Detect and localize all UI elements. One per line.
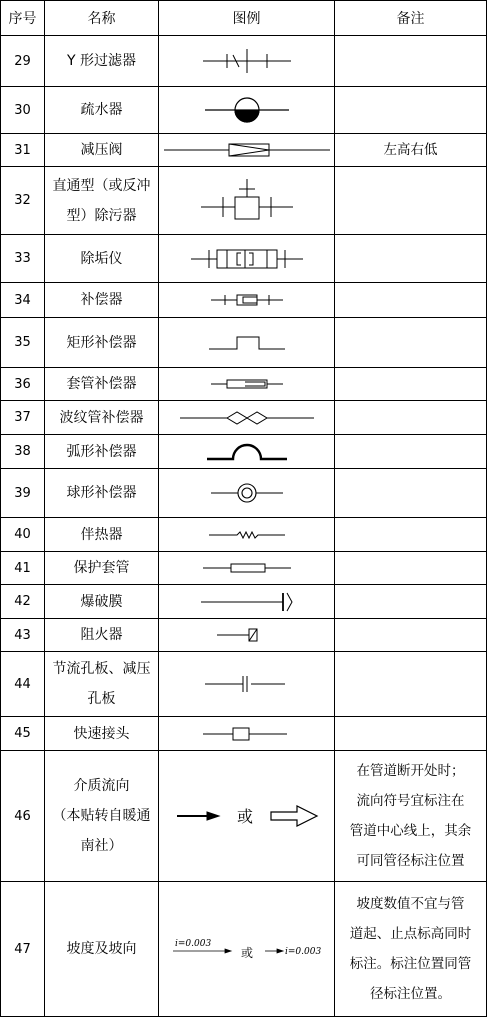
table-row [1, 619, 487, 652]
bellows-compensator-icon [172, 408, 322, 428]
row-number: 31 [1, 134, 45, 167]
row-number: 38 [1, 435, 45, 469]
header-no: 序号 [1, 1, 45, 36]
row-name: 除垢仪 [45, 235, 159, 283]
table-row [1, 652, 487, 717]
ball-compensator-icon [197, 480, 297, 506]
row-note [335, 87, 487, 134]
row-note [335, 585, 487, 619]
note-line: 坡度数值不宜与管 [356, 896, 465, 912]
row-number: 33 [1, 235, 45, 283]
row-figure [159, 717, 335, 751]
row-figure [159, 435, 335, 469]
row-name: 弧形补偿器 [45, 435, 159, 469]
row-figure [159, 585, 335, 619]
row-note [335, 469, 487, 518]
row-note [335, 283, 487, 318]
row-note [335, 882, 487, 1017]
row-name-line: 介质流向 [73, 778, 130, 794]
slope-direction-icon [167, 929, 327, 969]
row-figure [159, 401, 335, 435]
note-line: 流向符号宜标注在 [356, 793, 465, 809]
table-row [1, 87, 487, 134]
row-name: 波纹管补偿器 [45, 401, 159, 435]
table-row [1, 401, 487, 435]
row-note [335, 435, 487, 469]
table-row [1, 882, 487, 1017]
table-row [1, 469, 487, 518]
steam-trap-icon [197, 95, 297, 125]
or-label: 或 [236, 807, 253, 826]
row-number: 44 [1, 652, 45, 717]
dirt-separator-icon [197, 175, 297, 227]
row-name-line: （本贴转自暖通 [52, 808, 151, 824]
row-number: 39 [1, 469, 45, 518]
header-note: 备注 [335, 1, 487, 36]
flame-arrester-icon [197, 625, 297, 645]
row-name: 补偿器 [45, 283, 159, 318]
row-name: 矩形补偿器 [45, 318, 159, 368]
row-name: 减压阀 [45, 134, 159, 167]
row-figure [159, 619, 335, 652]
row-name: 套管补偿器 [45, 368, 159, 401]
row-name-line: 南社） [80, 838, 123, 854]
flow-direction-icon [167, 798, 327, 834]
row-number: 29 [1, 36, 45, 87]
orifice-plate-icon [197, 672, 297, 696]
heat-tracer-icon [197, 525, 297, 545]
row-number: 34 [1, 283, 45, 318]
row-name: 坡度及坡向 [45, 882, 159, 1017]
note-line: 在管道断开处时； [356, 763, 465, 779]
table-row [1, 36, 487, 87]
table-row [1, 435, 487, 469]
row-number: 35 [1, 318, 45, 368]
row-name: 保护套管 [45, 552, 159, 585]
row-name: 伴热器 [45, 518, 159, 552]
descaler-icon [187, 244, 307, 274]
compensator-icon [197, 290, 297, 310]
row-name-line: 节流孔板、减压 [52, 661, 151, 677]
row-figure [159, 87, 335, 134]
table-row [1, 751, 487, 882]
row-number: 45 [1, 717, 45, 751]
row-number: 32 [1, 167, 45, 235]
slope-label: i=0.003 [174, 939, 211, 949]
y-strainer-icon [197, 46, 297, 76]
slope-label: i=0.003 [284, 947, 321, 957]
row-name: Y 形过滤器 [45, 36, 159, 87]
row-name: 阻火器 [45, 619, 159, 652]
pressure-reducing-valve-icon [162, 140, 332, 160]
row-number: 30 [1, 87, 45, 134]
note-line: 道起、止点标高同时 [349, 926, 472, 942]
row-name [45, 652, 159, 717]
note-line: 可同管径标注位置 [356, 853, 465, 869]
row-note [335, 619, 487, 652]
row-figure [159, 469, 335, 518]
row-number: 41 [1, 552, 45, 585]
header-row [1, 1, 487, 36]
arc-compensator-icon [197, 440, 297, 464]
header-name: 名称 [45, 1, 159, 36]
table-row [1, 235, 487, 283]
row-figure [159, 368, 335, 401]
row-note [335, 401, 487, 435]
row-figure [159, 518, 335, 552]
row-note [335, 235, 487, 283]
row-name: 快速接头 [45, 717, 159, 751]
row-name: 疏水器 [45, 87, 159, 134]
table-row [1, 134, 487, 167]
row-figure [159, 134, 335, 167]
row-number: 42 [1, 585, 45, 619]
table-row [1, 283, 487, 318]
row-name-line: 直通型（或反冲 [52, 177, 151, 194]
row-name [45, 751, 159, 882]
row-note [335, 751, 487, 882]
quick-coupling-icon [197, 724, 297, 744]
note-line: 径标注位置。 [370, 986, 451, 1002]
row-note [335, 36, 487, 87]
protective-sleeve-icon [197, 558, 297, 578]
row-note [335, 717, 487, 751]
row-number: 43 [1, 619, 45, 652]
row-note [335, 167, 487, 235]
row-figure [159, 167, 335, 235]
row-name-line: 型）除污器 [66, 207, 137, 224]
table-row [1, 717, 487, 751]
row-name: 球形补偿器 [45, 469, 159, 518]
rectangular-compensator-icon [197, 331, 297, 355]
row-figure [159, 751, 335, 882]
header-figure: 图例 [159, 1, 335, 36]
row-note: 左高右低 [335, 134, 487, 167]
sleeve-compensator-icon [197, 374, 297, 394]
row-note [335, 318, 487, 368]
row-number: 37 [1, 401, 45, 435]
row-note [335, 368, 487, 401]
row-name: 爆破膜 [45, 585, 159, 619]
row-note [335, 652, 487, 717]
row-figure [159, 552, 335, 585]
row-name-line: 孔板 [87, 691, 116, 707]
table-row [1, 318, 487, 368]
row-number: 47 [1, 882, 45, 1017]
row-name [45, 167, 159, 235]
row-note [335, 518, 487, 552]
table-row [1, 167, 487, 235]
table-row [1, 518, 487, 552]
row-number: 40 [1, 518, 45, 552]
row-figure [159, 318, 335, 368]
note-line: 标注。标注位置同管 [349, 956, 472, 972]
table-row [1, 552, 487, 585]
table-row [1, 585, 487, 619]
row-number: 46 [1, 751, 45, 882]
rupture-disc-icon [197, 589, 297, 615]
note-line: 管道中心线上，其余 [349, 823, 472, 839]
row-figure [159, 235, 335, 283]
row-figure [159, 36, 335, 87]
row-figure [159, 882, 335, 1017]
or-label: 或 [240, 946, 253, 960]
row-figure [159, 652, 335, 717]
row-number: 36 [1, 368, 45, 401]
row-note [335, 552, 487, 585]
table-row [1, 368, 487, 401]
row-figure [159, 283, 335, 318]
